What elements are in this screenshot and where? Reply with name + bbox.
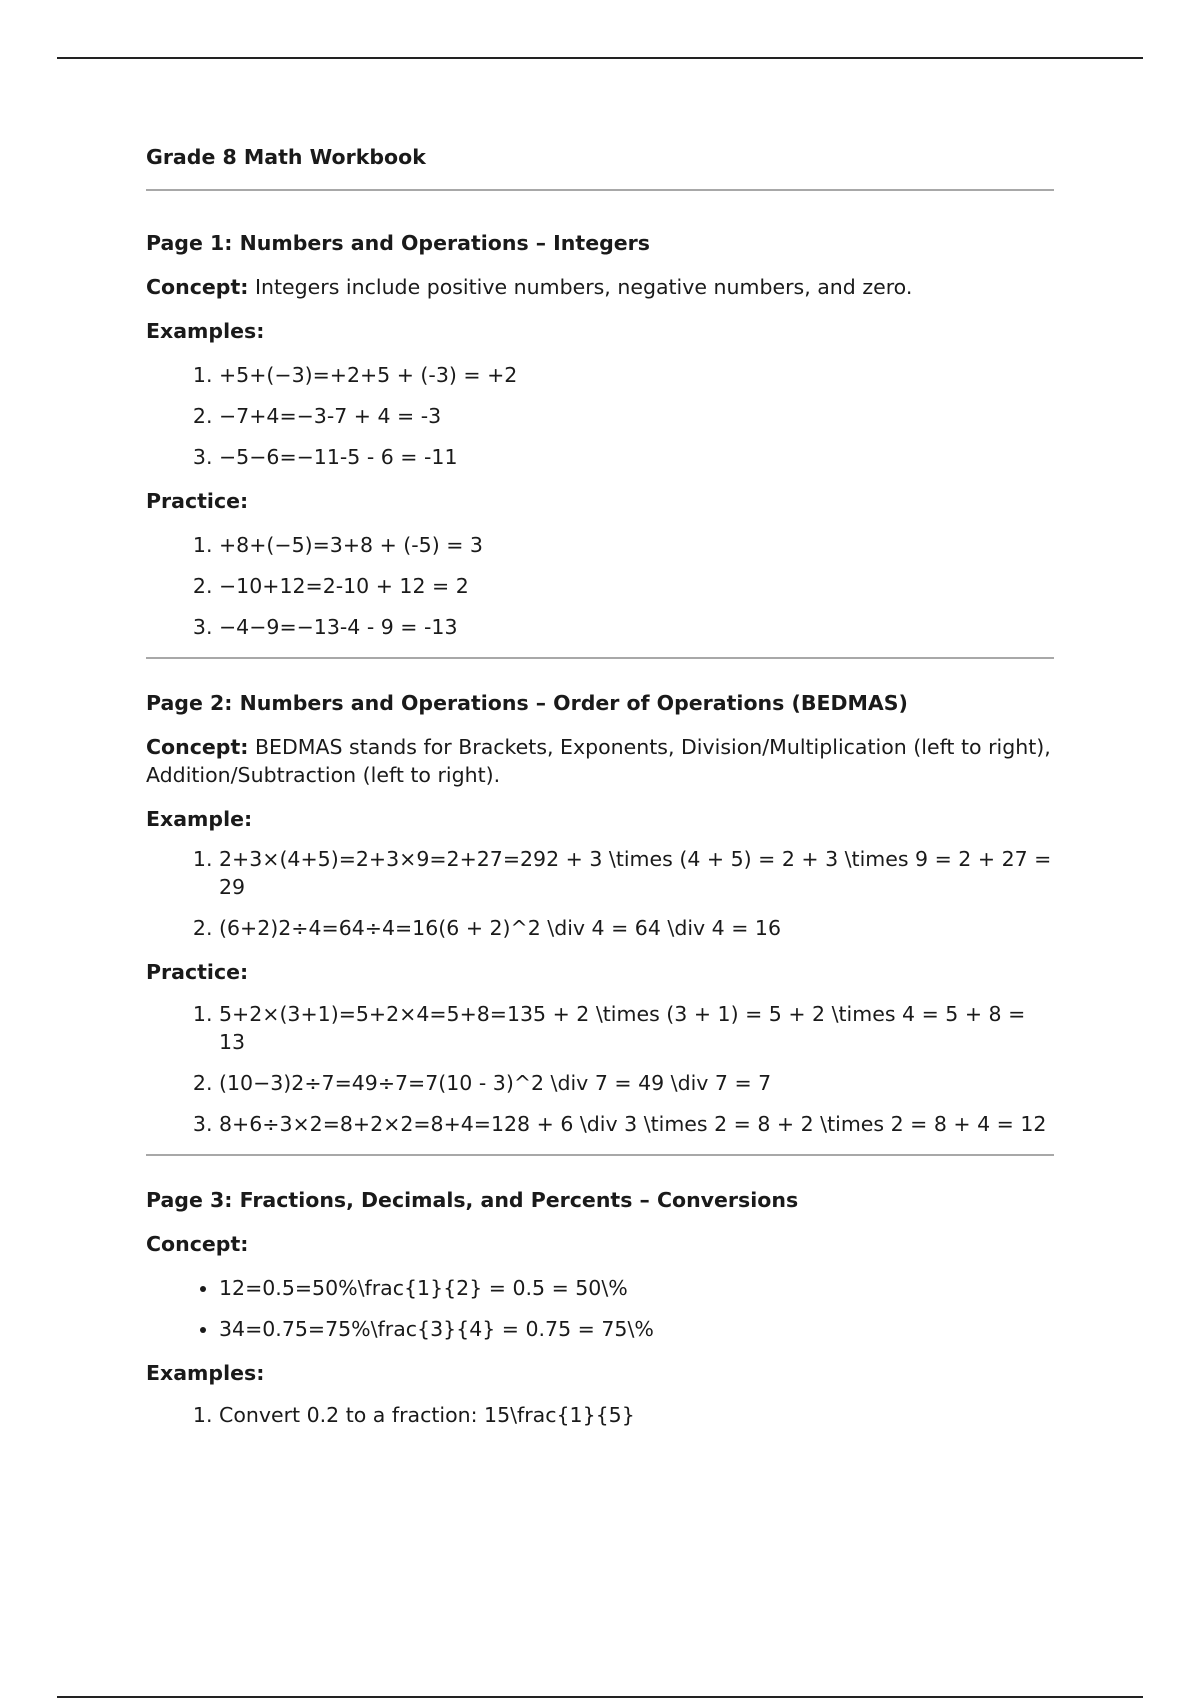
workbook-content: [146, 143, 1054, 1429]
title-divider: [146, 189, 1054, 191]
list-item: 2. −7+4=−3-7 + 4 = -3: [219, 402, 1054, 430]
list-item: 2. (10−3)2÷7=49÷7=7(10 - 3)^2 \div 7 = 49 \div 7 = 7: [219, 1069, 1054, 1097]
concept-label: Concept:: [146, 275, 249, 299]
section-title: Page 3: Fractions, Decimals, and Percents – Conversions: [146, 1188, 799, 1212]
list-item: 2. (6+2)2÷4=64÷4=16(6 + 2)^2 \div 4 = 64 \div 4 = 16: [219, 914, 1054, 942]
examples-list: [146, 845, 1054, 942]
section-title: Page 2: Numbers and Operations – Order of Operations (BEDMAS): [146, 691, 908, 715]
list-item: 3. −4−9=−13-4 - 9 = -13: [219, 613, 1054, 641]
list-item: 1. +8+(−5)=3+8 + (-5) = 3: [219, 531, 1054, 559]
concept-paragraph: [146, 273, 1054, 301]
list-item: • 34=0.75=75%\frac{3}{4} = 0.75 = 75\%: [219, 1315, 1054, 1343]
section-integers: [146, 229, 1054, 659]
concept-text: BEDMAS stands for Brackets, Exponents, Division/Multiplication (left to right), Addition/Subtraction (left to right).: [146, 735, 1051, 787]
list-item: 1. +5+(−3)=+2+5 + (-3) = +2: [219, 361, 1054, 389]
section-divider: [146, 657, 1054, 659]
page-top-border: [57, 57, 1143, 59]
example-heading: Example:: [146, 807, 253, 831]
list-item: 3. 8+6÷3×2=8+2×2=8+4=128 + 6 \div 3 \times 2 = 8 + 2 \times 2 = 8 + 4 = 12: [219, 1110, 1054, 1138]
list-item: 3. −5−6=−11-5 - 6 = -11: [219, 443, 1054, 471]
practice-list: [146, 1000, 1054, 1138]
document-title: Grade 8 Math Workbook: [146, 145, 426, 169]
page-bottom-border: [57, 1696, 1143, 1698]
practice-heading: Practice:: [146, 489, 249, 513]
examples-heading: Examples:: [146, 1361, 265, 1385]
examples-list: [146, 361, 1054, 471]
examples-heading: Examples:: [146, 319, 265, 343]
list-item: 2. −10+12=2-10 + 12 = 2: [219, 572, 1054, 600]
examples-list: [146, 1401, 1054, 1429]
section-divider: [146, 1154, 1054, 1156]
section-conversions: [146, 1186, 1054, 1429]
concept-paragraph: [146, 733, 1054, 789]
concept-list: [146, 1274, 1054, 1343]
section-bedmas: [146, 689, 1054, 1156]
list-item: 1. Convert 0.2 to a fraction: 15\frac{1}{5}: [219, 1401, 1054, 1429]
practice-list: [146, 531, 1054, 641]
concept-heading: Concept:: [146, 1232, 249, 1256]
practice-heading: Practice:: [146, 960, 249, 984]
concept-label: Concept:: [146, 735, 249, 759]
section-title: Page 1: Numbers and Operations – Integers: [146, 231, 650, 255]
concept-text: Integers include positive numbers, negative numbers, and zero.: [248, 275, 913, 299]
list-item: 1. 5+2×(3+1)=5+2×4=5+8=135 + 2 \times (3 + 1) = 5 + 2 \times 4 = 5 + 8 = 13: [219, 1000, 1054, 1056]
list-item: 1. 2+3×(4+5)=2+3×9=2+27=292 + 3 \times (4 + 5) = 2 + 3 \times 9 = 2 + 27 = 29: [219, 845, 1054, 901]
list-item: • 12=0.5=50%\frac{1}{2} = 0.5 = 50\%: [219, 1274, 1054, 1302]
